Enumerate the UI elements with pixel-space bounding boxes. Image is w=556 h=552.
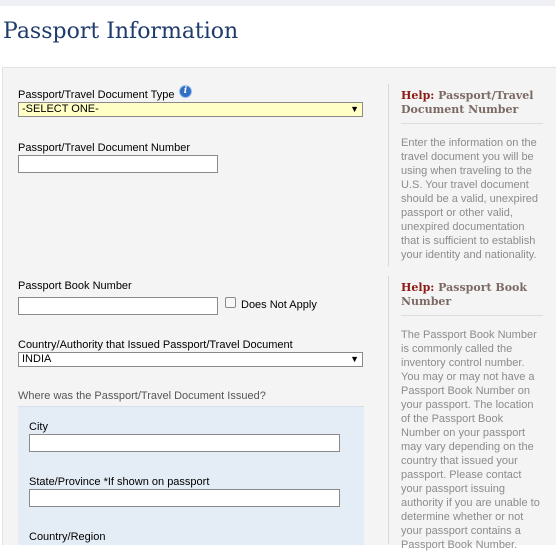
help-title	[401, 84, 543, 117]
help-prefix: Help:	[401, 89, 435, 102]
top-bar	[0, 0, 555, 6]
issuing-country-label: Country/Authority that Issued Passport/Travel Document	[18, 339, 293, 351]
help-title	[401, 276, 543, 309]
does-not-apply-checkbox[interactable]	[225, 297, 236, 308]
issuing-country-select[interactable]	[18, 352, 363, 367]
issuing-country-value: INDIA	[22, 353, 52, 365]
doc-type-label: Passport/Travel Document Type	[18, 89, 175, 101]
doc-type-select[interactable]	[18, 102, 363, 117]
city-label: City	[29, 421, 48, 433]
dropdown-arrow-icon: ▼	[350, 354, 359, 364]
issued-where-question: Where was the Passport/Travel Document Issued?	[18, 390, 266, 402]
doc-number-label: Passport/Travel Document Number	[18, 142, 190, 154]
city-input[interactable]	[29, 434, 340, 452]
book-number-label: Passport Book Number	[18, 280, 132, 292]
page-title: Passport Information	[3, 19, 239, 44]
help-divider	[401, 123, 543, 124]
help-book-number	[388, 276, 543, 551]
doc-number-input[interactable]	[18, 155, 218, 173]
help-body: The Passport Book Number is commonly called the inventory control number. You may or may not have a Passport Book Number on your passport. The location of the Passport Book Number on your passport may vary depending on the country that issued your passport. Please contact your passport issuing authority if you are unable to determine whether or not your passport contains a Passport Book Number.	[401, 329, 540, 551]
doc-type-value: -SELECT ONE-	[22, 103, 99, 115]
help-divider	[401, 315, 543, 316]
does-not-apply-label: Does Not Apply	[241, 299, 317, 311]
book-number-input[interactable]	[18, 297, 218, 315]
state-input[interactable]	[29, 489, 340, 507]
help-title-text: Passport/Travel Document Number	[401, 89, 534, 116]
dropdown-arrow-icon: ▼	[350, 104, 359, 114]
help-doc-number	[388, 84, 543, 266]
help-title-text: Passport Book Number	[401, 281, 527, 308]
state-label: State/Province *If shown on passport	[29, 476, 210, 488]
info-icon[interactable]: i	[179, 85, 192, 98]
country-region-label: Country/Region	[29, 531, 106, 543]
help-body: Enter the information on the travel document you will be using when traveling to the U.S. Your travel document should be a valid, unexpired passport or other valid, unexpired documentation that is sufficient to establish your identity and nationality.	[401, 137, 538, 261]
help-prefix: Help:	[401, 281, 435, 294]
